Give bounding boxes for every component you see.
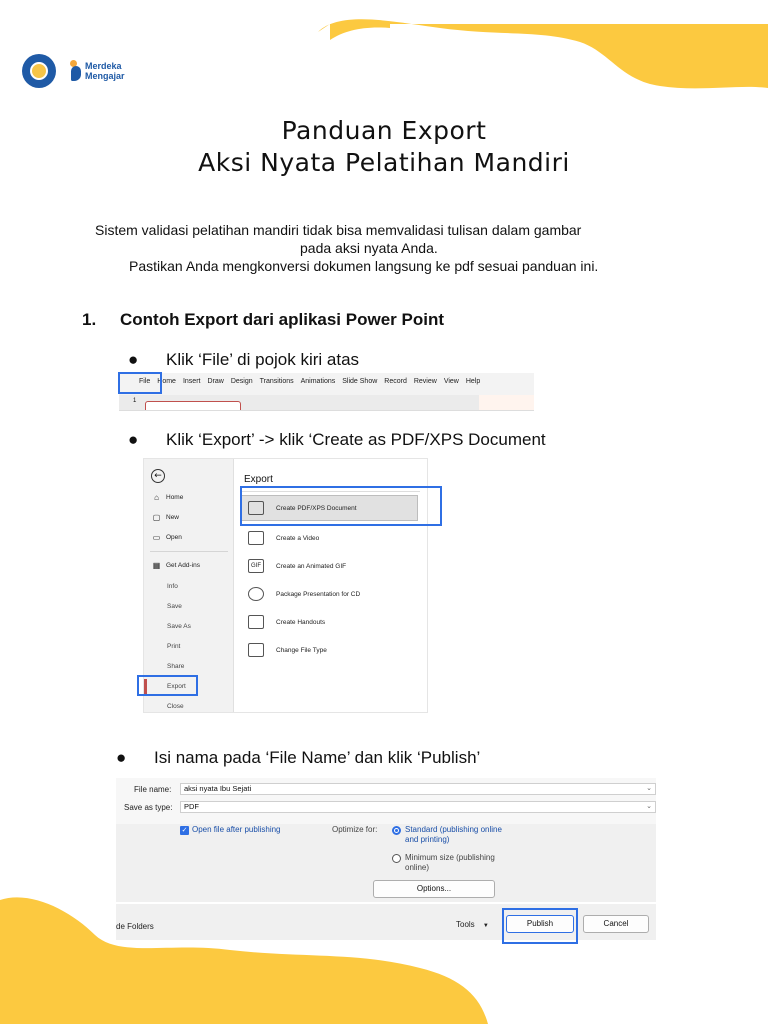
nav-home[interactable]: ⌂ Home [152, 493, 183, 502]
minimum-radio[interactable] [392, 854, 401, 863]
step-2-text: Klik ‘Export’ -> klik ‘Create as PDF/XPS Document [166, 430, 546, 449]
file-highlight-box [118, 372, 162, 394]
package-cd-option[interactable]: Package Presentation for CD [248, 587, 360, 601]
create-pdf-xps-option[interactable]: Create PDF/XPS Document [241, 495, 418, 521]
ribbon-tab-animations[interactable]: Animations [300, 378, 336, 385]
create-video-option[interactable]: Create a Video [248, 531, 319, 545]
slide-number: 1 [133, 398, 137, 404]
cd-icon [248, 587, 264, 601]
publish-highlight-box [502, 908, 578, 944]
nav-share[interactable]: Share [167, 663, 185, 670]
nav-info[interactable]: Info [167, 583, 178, 590]
ribbon-tab-slide-show[interactable]: Slide Show [342, 378, 378, 385]
ribbon-tabs [119, 378, 487, 385]
merdeka-mengajar-mark-icon [68, 60, 82, 82]
file-name-label: File name: [134, 785, 172, 794]
nav-print[interactable]: Print [167, 643, 181, 650]
video-icon [248, 531, 264, 545]
nav-new[interactable]: ▢ New [152, 513, 180, 522]
change-file-type-option[interactable]: Change File Type [248, 643, 327, 657]
step-2 [128, 430, 546, 450]
open-after-label[interactable]: Open file after publishing [192, 825, 281, 834]
bullet-icon: ● [128, 430, 139, 449]
merdeka-mengajar-logo [68, 60, 125, 82]
nav-save[interactable]: Save [167, 603, 182, 610]
standard-radio-label[interactable]: Standard (publishing online and printing) [405, 825, 502, 844]
export-highlight-box [137, 675, 198, 696]
ribbon-tab-file[interactable]: File [139, 378, 151, 385]
ribbon-tab-home[interactable]: Home [157, 378, 176, 385]
ribbon-tab-review[interactable]: Review [413, 378, 437, 385]
new-file-icon: ▢ [152, 513, 161, 522]
home-icon: ⌂ [154, 493, 159, 502]
section-title: Contoh Export dari aplikasi Power Point [120, 310, 444, 329]
ribbon-tab-record[interactable]: Record [384, 378, 407, 385]
export-panel-title: Export [244, 474, 273, 485]
intro-line2: pada aksi nyata Anda. [300, 240, 438, 256]
ribbon-tab-insert[interactable]: Insert [182, 378, 201, 385]
section-number: 1. [82, 310, 97, 329]
section-heading [82, 310, 444, 330]
open-after-checkbox[interactable]: ✓ [181, 826, 188, 834]
nav-divider [150, 551, 228, 552]
file-name-input[interactable]: aksi nyata Ibu Sejati ⌄ [180, 783, 656, 795]
step-3-text: Isi nama pada ‘File Name’ dan klik ‘Publish’ [154, 748, 481, 767]
create-gif-option[interactable]: GIF Create an Animated GIF [248, 559, 346, 573]
tools-menu[interactable]: Tools ▼ [456, 920, 489, 929]
nav-export[interactable]: Export [167, 683, 186, 690]
file-type-icon [248, 643, 264, 657]
step-3 [116, 748, 480, 768]
chevron-down-icon: ⌄ [646, 803, 652, 810]
publish-button[interactable]: Publish [506, 915, 574, 933]
step-1 [128, 350, 359, 370]
options-button[interactable]: Options... [373, 880, 495, 898]
brand-line2: Mengajar [85, 71, 125, 81]
intro-line1: Sistem validasi pelatihan mandiri tidak bisa memvalidasi tulisan dalam gambar [95, 222, 582, 238]
slide-thumbnail[interactable] [145, 401, 241, 411]
minimum-radio-label[interactable]: Minimum size (publishing online) [405, 853, 495, 872]
kemdikbud-seal-icon [22, 54, 56, 88]
gif-icon: GIF [248, 559, 264, 573]
bullet-icon: ● [128, 350, 139, 369]
cancel-button[interactable]: Cancel [583, 915, 649, 933]
slide-pane [479, 395, 534, 411]
nav-open[interactable]: ▭ Open [152, 533, 182, 542]
open-folder-icon: ▭ [152, 533, 161, 542]
page-title-line2: Aksi Nyata Pelatihan Mandiri [198, 148, 570, 177]
ppt-ribbon-screenshot [119, 373, 534, 411]
ribbon-tab-help[interactable]: Help [465, 378, 481, 385]
handouts-icon [248, 615, 264, 629]
nav-save-as[interactable]: Save As [167, 623, 191, 630]
back-arrow-icon[interactable]: ← [151, 469, 165, 483]
ribbon-tab-transitions[interactable]: Transitions [259, 378, 294, 385]
nav-close[interactable]: Close [167, 703, 184, 710]
intro-line3: Pastikan Anda mengkonversi dokumen langsung ke pdf sesuai panduan ini. [129, 258, 599, 274]
add-ins-icon: ▦ [152, 561, 161, 570]
ribbon-tab-draw[interactable]: Draw [207, 378, 224, 385]
nav-get-add-ins[interactable]: ▦ Get Add-ins [152, 561, 200, 570]
optimize-label: Optimize for: [332, 825, 378, 834]
brand-line1: Merdeka [85, 61, 122, 71]
caret-down-icon: ▼ [482, 923, 489, 929]
pdf-highlight-box [240, 486, 442, 526]
ribbon-tab-view[interactable]: View [443, 378, 459, 385]
save-type-select[interactable]: PDF ⌄ [180, 801, 656, 813]
step-1-text: Klik ‘File’ di pojok kiri atas [166, 350, 360, 369]
header-logos [22, 54, 125, 88]
page-title-line1: Panduan Export [281, 116, 487, 145]
hide-folders-toggle[interactable]: de Folders [116, 922, 154, 931]
ribbon-tab-design[interactable]: Design [230, 378, 253, 385]
chevron-down-icon: ⌄ [646, 785, 652, 792]
bullet-icon: ● [116, 748, 127, 767]
standard-radio[interactable] [392, 826, 401, 835]
create-handouts-option[interactable]: Create Handouts [248, 615, 325, 629]
save-type-label: Save as type: [124, 803, 173, 812]
